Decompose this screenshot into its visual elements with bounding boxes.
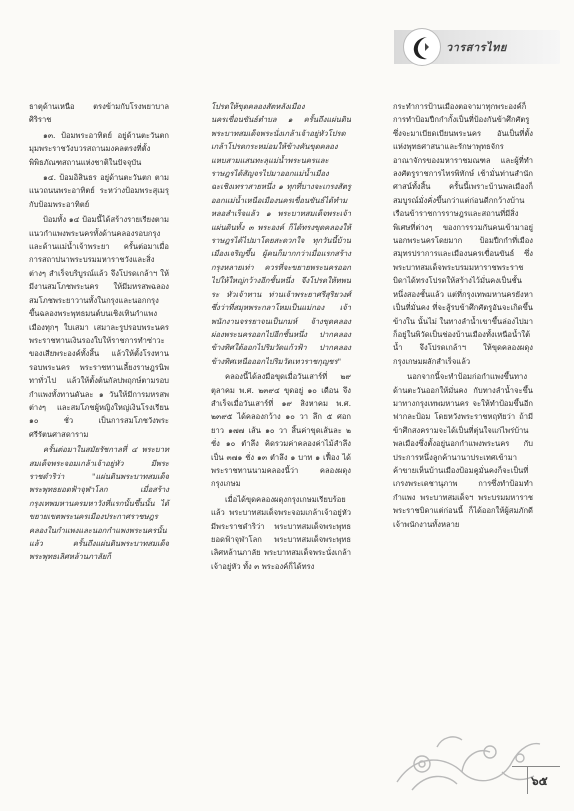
column-2 (211, 100, 351, 573)
paragraph: ธาตุด้านเหนือ ตรงข้ามกับโรงพยาบาลศิริราช (29, 102, 169, 125)
paragraph: โปรดให้ขุดคลองสัตหลังเมืองนครเขื่อนขันธ์ตำบล ๑ ครั้นถึงแผ่นดินพระบาทสมเด็จพระนั่งเกล้าเจ้าอยู่หัวโปรดเกล้าโปรดกระหม่อมให้ข้างคันขุดคลองแหบสามแสนทะลุแม่น้ำพระนครและราษฎรได้สัญจรไปมาออกแม่น้ำเมืองฉะเชิงเทราสายหนึ่ง ๑ ทุกที่บางจะเกรงสัตรูออกแม่น้ำเหนือเมืองนครเขื่อนขันธ์ได้ทำมหลอสำเร็จแล้ว ๑ พระบาทสมเด็จพระเจ้าแผ่นดินทั้ง ๓ พระองค์ ก็ได้ทรงขุดคลองให้ราษฎรได้ไปมาโดยสะดวกใจ ทุกวันนี้บ้านเมืองเจริญขึ้น ผู้คนก็มากกว่าเมื่อแรกสร้างกรุงหลายเท่า ควรที่จะขยายพระนครออกไปให้ใหญ่กว้างอีกชั้นหนึ่ง จึงโปรดให้ทพนระ หัวเจ้าทาน ท่านเจ้าพระยาศรีสุริยวงศ์ ซึ่งว่าที่สมุหพระกลาโหมเป็นแม่กอง เจ้าพนักงานจรรยาจนเป็นกมห์ จ้างขุดคลองผ่องพระนครออกไปอีกชั้นหนึ่ง ปากคลองข้างทิศใต้ออกไปริมวัดแก้วฟ้า ปากคลองข้างทิศเหนือออกไปริมวัดเทวราชกุญชร" (211, 102, 351, 366)
paragraph: ครั้นต่อมาในสมัยรัชกาลที่ ๔ พระบาทสมเด็จพระจอมเกล้าเจ้าอยู่หัว มีพระราชดำริว่า "แผ่นดินพระบาทสมเด็จพระพุทธยอดฟ้าจุฬาโลก เมื่อสร้างกรุงเทพมหานครมหาวังที่แรกนั้นขึ้นนั้น ได้ขยายเขตพระนครเมืองประกาศราชษฎรคลองในกำแพงและนอกกำแพงพระนครนั้นแล้ว ครั้นถึงแผ่นดินพระบาทสมเด็จพระพุทธเลิศหล้านภาลัยก็ (29, 445, 169, 562)
paragraph: นอกจากนี้จะทำป้อมก่อกำแพงขึ้นทางด้านตะวันออกให้มั่นคง กับทางลำน้ำจะขึ้นมาทางกรุงเทพมหานคร จะให้ทำป้อมขึ้นอีกฟากละป้อม โดยหวังพระราชหฤทัยว่า ถ้ามีข้าศึกสงครามจะได้เป็นที่ตุ่นใจแก่ไพร่บ้านพลเมืองซึ่งตั้งอยู่นอกกำแพงพระนคร กับประการหนึ่งลูกค้านานาประเทศเข้ามาค้าขายเห็นบ้านเมืองป้อมคูมั่นคงก็จะเป็นที่เกรงพระเดชานุภาพ การซึ่งทำป้อมทำกำแพง พระบาทสมเด็จฯ พระบรมมหาราชพระราชบิดาแต่ก่อนนี้ ก็ได้ออกให้ผู้สมภักดีเจ้าพนักงานทั้งหลาย (393, 372, 533, 529)
page-number: ๖๕ (531, 774, 548, 788)
paragraph: กระทำการป้านเมืองตอจามาทุกพระองค์ก็การทำป้อมปืกกำกั้งเป็นที่ป้องกันข้าศึกศัตรูซึ่งจะมาเบียดเบียนพระนคร อันเป็นที่ตั้งแห่งพุทธศาสนาและรักษาพุทธจักรอาณาจักรของมหาราชมณฑล และผู้ที่ทำลงศัตรูราชการไทรพิทักษ์ เช้ามั่นท่านสำนักศาสน์ทั้งสิ้น ครั้นนี้เพราะบ้านพลเมืองก็สมบูรณ์มั่งคั่งขึ้นกว่าแต่ก่อนดีกกว้างบ้านเรือนข้าราชการราษฎรและสถานที่มีสิ่งพิเศษที่ต่างๆ ของการรวมกันคนเข้ามาอยู่นอกพระนครโดยมาก ป้อมปืกกำที่เมืองสมุทรปราการและเมืองนครเขื่อนขันธ์ ซึ่งพระบาทสมเด็จพระบรมมหาราชพระราชบิดาได้ทรงโปรดให้สร้างไว้มั่นคงเป็นชั้นหนึ่งสองชั้นแล้ว แต่ที่กรุงเทพมหานครยังหาเป็นที่มั่นคง ที่จะสู้รบข้าศึกศัตรูอันจะเกิดขึ้นข้างใน นั้นไม่ ในทางลำน้ำเขาขึ้นล่องไปมาก็อยู่ในพิวัดเป็นช่องบ้านเมืองทั้งเหนือน้ำใต้น้ำ จึงโปรดเกล้าฯ ให้ขุดคลองผดุงกรุงเกษมผลักสำเร็จแล้ว (393, 102, 533, 366)
logo (403, 28, 441, 66)
floral-ornament-icon (392, 712, 542, 796)
page-rule-vertical (527, 766, 528, 794)
paragraph: เมื่อได้ขุดคลองผดุงกรุงเกษมเรียบร้อยแล้ว พระบาทสมเด็จพระจอมเกล้าเจ้าอยู่หัวมีพระราชดำริว่า พระบาทสมเด็จพระพุทธยอดฟ้าจุฬาโลก พระบาทสมเด็จพระพุทธเลิศหล้านภาลัย พระบาทสมเด็จพระนั่งเกล้าเจ้าอยู่หัว ทั้ง ๓ พระองค์ก็ได้ทรง (211, 494, 351, 571)
paragraph: ๑๓. ป้อมพระอาทิตย์ อยู่ด้านตะวันตกมุมพระราชวังบวรสถานมงคลตรงที่ตั้งพิพิธภัณฑสถานแห่งชาติในปัจจุบัน (29, 130, 169, 167)
column-1 (29, 100, 169, 564)
paragraph: ป้อมทั้ง ๑๔ ป้อมนี้ได้สร้างรายเรียงตามแนวกำแพงพระนครทั้งด้านคลองรอบกรุงและด้านแม่น้ำเจ้าพระยา ครั้นต่อมาเมื่อการสถาปนาพระบรมมหาราชวังและสิ่งต่างๆ สำเร็จบริบูรณ์แล้ว จึงโปรดเกล้าฯ ให้มีงานสมโภชพระนคร ให้มีมหรสพฉลองสมโภชพระยาวานทั้งในกรุงและนอกกรุงขึ้นฉลองพระพุทธมนต์บนเชิงเทินกำแพงเมืองทุกๆ ใบเสมา เสมาละรูปรอบพระนครพระราชทานเงินรองใบให้ราชการทำซ่าวะของเสียพระองค์ทั้งสิ้น แล้วให้ตั้งโรงทานรอบพระนคร พระราชทานเลี้ยงราษฎรนิพทาทั่วไป แล้วให้ตั้งต้นกัลปพฤกษ์ตามรอบกำแพงทั้งทานดันละ ๑ วันให้มีการมหรสพต่างๆ และสมโภชผู้หญิงใหญ่เงินโรงเรียน ๑๐ ชั่ว เป็นการสมโภชวังพระศรีรัตนศาสดาราม (29, 215, 169, 439)
page-rule-horizontal (512, 766, 560, 767)
column-3 (393, 100, 533, 531)
paragraph: คลองนี้ได้ลงมือขุดเมื่อวันเสาร์ที่ ๒๙ ตุลาคม พ.ศ. ๒๓๙๔ ขุดอยู่ ๑๐ เดือน จึงสำเร็จเมื่อวันเสาร์ที่ ๑๙ สิงหาคม พ.ศ. ๒๓๙๕ ได้คลองกว้าง ๑๐ วา ลึก ๕ ศอก ยาว ๑๗๗ เส้น ๑๐ วา สิ้นค่าขุดเส้นละ ๒ ชั่ง ๑๐ ตำลึง คิดรวมค่าคลองค่าไม้สำลึงเป็น ๓๗๑ ชั่ง ๑๓ ตำลึง ๑ บาท ๑ เฟื้อง ได้พระราชทานนามคลองนี้ว่า คลองผดุงกรุงเกษม (211, 372, 351, 489)
header-title: วารสารไทย (446, 41, 507, 54)
crescent-logo-icon (411, 35, 435, 61)
paragraph: ๑๔. ป้อมอิสินธร อยู่ด้านตะวันตก ตามแนวถนนพระอาทิตย์ ระหว่างป้อมพระสุเมรุกับป้อมพระอาทิตย์ (29, 173, 169, 209)
